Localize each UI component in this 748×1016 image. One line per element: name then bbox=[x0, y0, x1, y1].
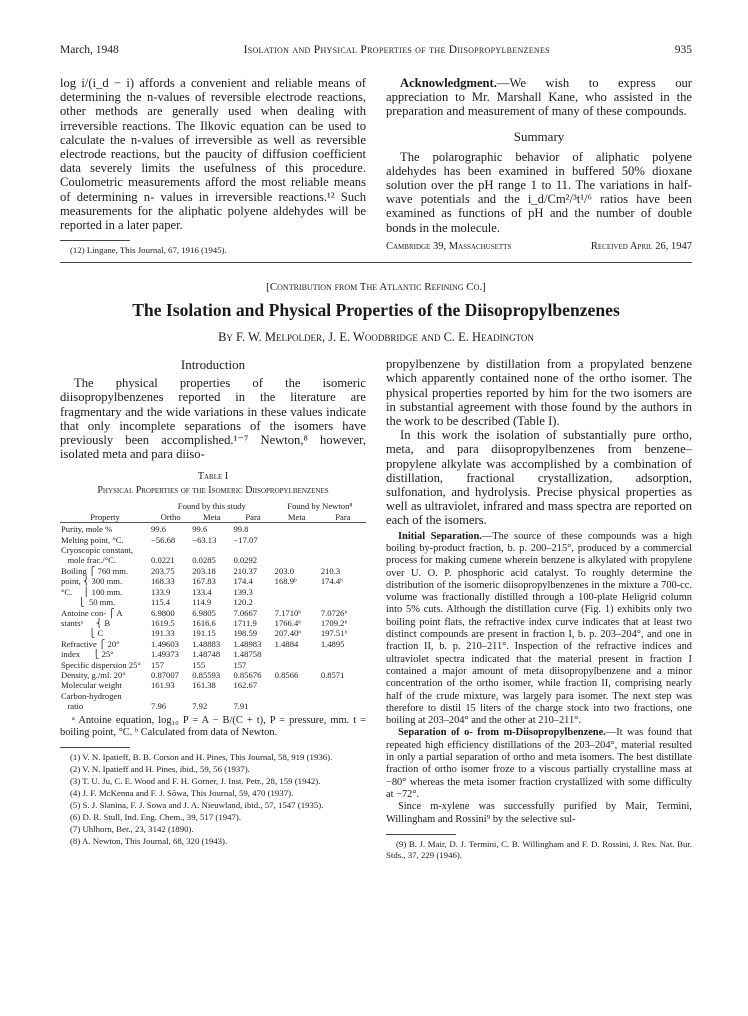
table-cell: 6.9800 bbox=[151, 607, 175, 618]
header-title: Isolation and Physical Properties of the Diisopropylbenzenes bbox=[243, 44, 550, 56]
footnote-12: (12) Lingane, This Journal, 67, 1916 (1945). bbox=[70, 245, 227, 256]
table-row bbox=[60, 618, 366, 628]
article-divider bbox=[60, 262, 692, 263]
table-cell: 191.15 bbox=[192, 628, 216, 639]
table-cell: 167.83 bbox=[192, 576, 216, 587]
table-cell: 1766.4ᵇ bbox=[274, 617, 301, 628]
acknowledgment-lead: Acknowledgment. bbox=[400, 76, 497, 90]
table-cell: 161.38 bbox=[192, 680, 216, 691]
right-paragraph-1: propylbenzene by distillation from a propylated benzene which apparently contained none of the ortho isomer. The physical properties reported by him for the two isomers are in substantial agreement with those found by the authors in the work to be described (Table I). bbox=[386, 357, 692, 429]
table-col-newton-para: Para bbox=[335, 511, 351, 522]
table-cell: 0.85593 bbox=[192, 669, 221, 680]
table-row-label: Specific dispersion 25° bbox=[61, 659, 141, 670]
separation-o-m-paragraph bbox=[386, 727, 692, 801]
table-col-ortho: Ortho bbox=[160, 511, 181, 522]
table-cell: 1616.6 bbox=[192, 617, 216, 628]
table-row bbox=[60, 555, 366, 565]
table-footnote: ᵃ Antoine equation, log₁₀ P = A − B/(C + t), P = pressure, mm. t = boiling point, °C. ᵇ Calculated from data of Newton. bbox=[60, 714, 366, 738]
table-cell: 133.9 bbox=[151, 586, 171, 597]
table-row bbox=[60, 660, 366, 670]
article-title: The Isolation and Physical Properties of the Diisopropylbenzenes bbox=[132, 300, 620, 321]
table-cell bbox=[150, 691, 191, 701]
table-row bbox=[60, 628, 366, 638]
header-page-number: 935 bbox=[674, 44, 692, 56]
table-row bbox=[60, 597, 366, 607]
footnote-item: (6) D. R. Stull, Ind. Eng. Chem., 39, 517 (1947). bbox=[70, 812, 242, 823]
table-cell bbox=[274, 587, 320, 597]
table-cell bbox=[320, 555, 366, 565]
table-row-label: ⎩ C bbox=[61, 628, 104, 639]
summary-heading: Summary bbox=[513, 128, 565, 144]
table-cell: 1711.9 bbox=[233, 617, 257, 628]
table-cell: 1.48748 bbox=[192, 649, 221, 660]
separation-o-m-text: —It was found that repeated high efficiency distillations of the 203–204°, material resulted in only a partial separation of ortho and meta isomers. The best distillate fraction of ortho isomer froze to a viscous partially crystalline mass at −80° whereas the meta isomer fraction crystallized with some difficulty at −72°. bbox=[386, 727, 693, 800]
table-row bbox=[60, 639, 366, 649]
table-cell: 7.1710ᵇ bbox=[274, 607, 301, 618]
table-cell: 207.40ᵇ bbox=[274, 628, 301, 639]
table-cell: 0.8571 bbox=[320, 669, 345, 680]
table-cell: −63.13 bbox=[192, 534, 217, 545]
table-col-para: Para bbox=[245, 511, 261, 522]
table-row-label: °C. ⎪ 100 mm. bbox=[61, 586, 123, 597]
table-cell bbox=[320, 535, 366, 545]
table-row bbox=[60, 545, 366, 555]
table-cell bbox=[274, 545, 320, 555]
table-cell: 1.48983 bbox=[233, 638, 262, 649]
table-cell: 162.67 bbox=[233, 680, 258, 691]
table-cell: 203.0 bbox=[274, 565, 294, 576]
table-row-label: Melting point, °C. bbox=[61, 534, 124, 545]
footnote-item: (7) Uhlhorn, Ber., 23, 3142 (1890). bbox=[70, 824, 194, 835]
table-cell bbox=[274, 524, 320, 534]
introduction-heading: Introduction bbox=[180, 357, 246, 373]
table-cell bbox=[320, 649, 366, 659]
table-cell: 7.91 bbox=[233, 701, 249, 712]
table-row bbox=[60, 670, 366, 680]
separation-o-m-lead: Separation of o- from m-Diisopropylbenzene. bbox=[398, 727, 606, 739]
journal-page bbox=[60, 44, 692, 862]
table-cell bbox=[191, 545, 232, 555]
table-cell: 1619.5 bbox=[151, 617, 175, 628]
acknowledgment bbox=[386, 76, 692, 119]
table-cell: −17.07 bbox=[233, 534, 258, 545]
table-cell: 168.9ᵇ bbox=[274, 576, 297, 587]
table-cell bbox=[274, 555, 320, 565]
table-cell: 174.4 bbox=[233, 576, 253, 587]
article-left-column bbox=[60, 357, 366, 862]
left-footnotes bbox=[60, 752, 366, 847]
table-cell bbox=[274, 660, 320, 670]
summary-text: The polarographic behavior of aliphatic polyene aldehydes has been examined in buffered 50% dioxane solution over the pH range 1 to 11. The variations in half-wave potentials and the i_d/Cm²/³t¹/⁶ ratios have been examined as functions of pH and the number of double bonds in the molecule. bbox=[386, 149, 692, 235]
table-cell: 203.18 bbox=[192, 565, 216, 576]
table-caption: Physical Properties of the Isomeric Diisopropylbenzenes bbox=[97, 485, 329, 497]
right-paragraph-2: In this work the isolation of substantially pure ortho, meta, and para diisopropylbenzenes from benzene–propylene alkylate was accomplished by a combination of distillation, fractional crystallization, adsorption, sulfonation, and hydrolysis. Precise physical properties as well as ultraviolet, infrared and mass spectra are reported on each of the isomers. bbox=[386, 428, 692, 528]
table-cell bbox=[320, 691, 366, 701]
table-cell: 1.48883 bbox=[192, 638, 221, 649]
running-header bbox=[60, 44, 692, 56]
table-cell: 7.0726ᵇ bbox=[320, 607, 348, 618]
table-row-label: mole frac./°C. bbox=[61, 555, 116, 566]
table-cell: 99.8 bbox=[233, 524, 249, 535]
separation-continuation: Since m-xylene was successfully purified by Mair, Termini, Willingham and Rossini⁹ by the selective sul- bbox=[386, 801, 692, 825]
table-cell: 1.4895 bbox=[320, 638, 345, 649]
table-cell: 120.2 bbox=[233, 597, 253, 608]
table-cell: 0.85676 bbox=[233, 669, 262, 680]
table-cell: 197.51ᵇ bbox=[320, 628, 348, 639]
table-row-label: Cryoscopic constant, bbox=[61, 545, 134, 556]
table-cell: 6.9805 bbox=[192, 607, 216, 618]
table-cell bbox=[320, 545, 366, 555]
table-row bbox=[60, 576, 366, 586]
table-body bbox=[60, 524, 366, 711]
table-cell: 168.33 bbox=[151, 576, 175, 587]
table-row bbox=[60, 566, 366, 576]
table-cell: 133.4 bbox=[192, 586, 212, 597]
table-row-label: ratio bbox=[61, 701, 84, 712]
properties-table bbox=[60, 501, 366, 711]
table-cell: 115.4 bbox=[151, 597, 171, 608]
table-cell: 0.87007 bbox=[151, 669, 179, 680]
previous-article-end bbox=[60, 76, 692, 257]
table-row-label: ⎩ 50 mm. bbox=[61, 597, 116, 608]
footnote-rule bbox=[60, 240, 130, 241]
table-cell: 0.0221 bbox=[151, 555, 175, 566]
article-body bbox=[60, 357, 692, 862]
footnote-item: (8) A. Newton, This Journal, 68, 320 (1943). bbox=[70, 836, 228, 847]
table-cell bbox=[320, 680, 366, 690]
table-row-label: Molecular weight bbox=[61, 680, 122, 691]
table-row-label: Antoine con- ⎧ A bbox=[61, 607, 123, 618]
table-row bbox=[60, 691, 366, 701]
previous-right-column bbox=[386, 76, 692, 257]
initial-separation-text: —The source of these compounds was a high boiling by-product fraction, b. p. 200–215°, produced by a commercial process for making cumene wherein benzene is alkylated with propylene over U. O. P. phosphoric acid catalyst. To roughly determine the distribution of the isomeric diisopropylbenzenes in the mixture a 700-cc. volume was fractionally distilled through a 100-plate Heligrid column into 5% cuts. Although the distillation curve (Fig. 1) exhibits only two boiling point flats, the refractive index curve indicates that at least two distinct compounds are present in fraction I, b. p. 203–204°, and one in fraction II, b. p. 210–211°. Inspection of the refractive indices and ultraviolet spectra indicated that the material present in fraction I contained a major amount of meta diisopropylbenzene and a minor concentration of the ortho isomer, while fraction II, comprising nearly half of the crude mixture, was largely para isomer. The next step was therefore to distil 15 liters of the charge stock into two fractions, one boiling at 203–204° and the other at 210–211°. bbox=[386, 530, 693, 727]
table-cell bbox=[320, 660, 366, 670]
address-line bbox=[386, 241, 692, 252]
table-row-label: Carbon-hydrogen bbox=[61, 690, 122, 701]
table-cell: 210.37 bbox=[233, 565, 258, 576]
table-cell: 0.0292 bbox=[233, 555, 258, 566]
table-row bbox=[60, 524, 366, 534]
table-cell: 7.92 bbox=[192, 701, 208, 712]
table-row bbox=[60, 649, 366, 659]
table-cell: 157 bbox=[233, 659, 247, 670]
header-date: March, 1948 bbox=[60, 44, 119, 56]
table-cell: 0.8566 bbox=[274, 669, 299, 680]
footnote-item: (2) V. N. Ipatieff and H. Pines, ibid., 59, 56 (1937). bbox=[70, 764, 250, 775]
table-cell: 155 bbox=[192, 659, 206, 670]
table-group-newton: Found by Newton⁸ bbox=[287, 501, 353, 512]
table-cell bbox=[274, 597, 320, 607]
table-col-meta: Meta bbox=[202, 511, 221, 522]
table-row bbox=[60, 587, 366, 597]
table-cell: 1.4884 bbox=[274, 638, 299, 649]
table-col-property: Property bbox=[90, 511, 120, 522]
table-cell: 0.0285 bbox=[192, 555, 216, 566]
previous-left-column bbox=[60, 76, 366, 257]
footnote-rule-right bbox=[386, 834, 456, 835]
table-cell bbox=[320, 597, 366, 607]
table-cell bbox=[320, 524, 366, 534]
initial-separation-paragraph bbox=[386, 531, 692, 728]
table-cell: 161.93 bbox=[151, 680, 175, 691]
table-row bbox=[60, 680, 366, 690]
address-location: Cambridge 39, Massachusetts bbox=[386, 240, 512, 252]
table-row bbox=[60, 608, 366, 618]
footnote-item: (4) J. F. McKenna and F. J. Sŏwa, This Journal, 59, 470 (1937). bbox=[70, 788, 294, 799]
table-cell: 203.75 bbox=[151, 565, 175, 576]
table-cell: 7.96 bbox=[151, 701, 167, 712]
article-right-column bbox=[386, 357, 692, 862]
table-cell: 114.9 bbox=[192, 597, 212, 608]
footnote-rule-left bbox=[60, 747, 130, 748]
table-cell: 139.3 bbox=[233, 586, 253, 597]
footnote-9: (9) B. J. Mair, D. J. Termini, C. B. Willingham and F. D. Rossini, J. Res. Nat. Bur. Stds., 37, 229 (1946). bbox=[386, 838, 692, 860]
table-cell: 1.48758 bbox=[233, 649, 262, 660]
acknowledgment-text: —We wish to express our appreciation to Mr. Marshall Kane, who assisted in the preparation and measurement of many of these compounds. bbox=[386, 76, 692, 119]
footnote-item: (3) T. U. Ju, C. E. Wood and F. H. Gorner, J. Inst. Petr., 28, 159 (1942). bbox=[70, 776, 321, 787]
table-cell bbox=[232, 545, 273, 555]
table-row-label: Refractive ⎧ 20° bbox=[61, 638, 120, 649]
table-cell: −56.68 bbox=[151, 534, 176, 545]
table-row-label: Purity, mole % bbox=[61, 524, 113, 535]
table-row-label: point, ⎨ 300 mm. bbox=[61, 576, 123, 587]
table-cell bbox=[274, 701, 320, 711]
table-row bbox=[60, 535, 366, 545]
table-row-label: stantsᵃ ⎨ B bbox=[61, 617, 111, 628]
table-cell: 99.6 bbox=[192, 524, 208, 535]
table-row-label: Density, g./ml. 20° bbox=[61, 669, 126, 680]
previous-paragraph: log i/(i_d − i) affords a convenient and reliable means of determining the n-values of reversible electrode reactions, other methods are generally used when dealing with irreversible reactions. The Ilkovic equation can be used to calculate the n-values of irreversible as well as reversible electrode reactions, but the paucity of diffusion coefficient data severely limits the usefulness of this procedure. Coulometric measurements afford the most reliable means of determining n- values in irreversible reactions.¹² Such measurements for the aliphatic polyene aldehydes will be reported in a later paper. bbox=[60, 76, 366, 233]
footnote-item: (1) V. N. Ipatieff, B. B. Corson and H. Pines, This Journal, 58, 919 (1936). bbox=[70, 752, 333, 763]
table-cell bbox=[191, 691, 232, 701]
table-cell bbox=[150, 545, 191, 555]
table-cell bbox=[274, 535, 320, 545]
table-cell: 1709.2ᵇ bbox=[320, 617, 348, 628]
table-row-label: index ⎩ 25° bbox=[61, 649, 114, 660]
table-cell: 157 bbox=[151, 659, 164, 670]
table-cell: 99.6 bbox=[151, 524, 167, 535]
table-col-newton-meta: Meta bbox=[287, 511, 306, 522]
table-cell: 1.49373 bbox=[151, 649, 179, 660]
table-cell: 1.49603 bbox=[151, 638, 179, 649]
table-group-this-study: Found by this study bbox=[177, 501, 246, 512]
table-cell bbox=[274, 691, 320, 701]
footnote-item: (5) S. J. Slanina, F. J. Sowa and J. A. Nieuwland, ibid., 57, 1547 (1935). bbox=[70, 800, 324, 811]
table-title: Table I bbox=[197, 471, 229, 483]
table-cell bbox=[274, 649, 320, 659]
table-row-label: Boiling ⎧ 760 mm. bbox=[61, 565, 129, 576]
contribution-line: [Contribution from The Atlantic Refining Co.] bbox=[266, 281, 486, 294]
received-date: Received April 26, 1947 bbox=[590, 240, 692, 252]
article-authors: By F. W. Melpolder, J. E. Woodbridge and C. E. Headington bbox=[218, 330, 534, 345]
table-cell: 198.59 bbox=[233, 628, 258, 639]
table-cell: 191.33 bbox=[151, 628, 175, 639]
table-cell: 174.4ᵇ bbox=[320, 576, 343, 587]
table-row bbox=[60, 701, 366, 711]
initial-separation-lead: Initial Separation. bbox=[398, 530, 482, 542]
table-cell bbox=[320, 587, 366, 597]
table-cell: 7.0667 bbox=[233, 607, 258, 618]
table-cell bbox=[274, 680, 320, 690]
introduction-paragraph: The physical properties of the isomeric diisopropylbenzenes reported in the literature are fragmentary and the wide variations in these values indicate that only incomplete separations of the isomers have previously been accomplished.¹⁻⁷ Newton,⁸ however, isolated meta and para diiso- bbox=[60, 376, 366, 462]
table-cell bbox=[320, 701, 366, 711]
table-cell bbox=[232, 691, 273, 701]
table-cell: 210.3 bbox=[320, 565, 341, 576]
